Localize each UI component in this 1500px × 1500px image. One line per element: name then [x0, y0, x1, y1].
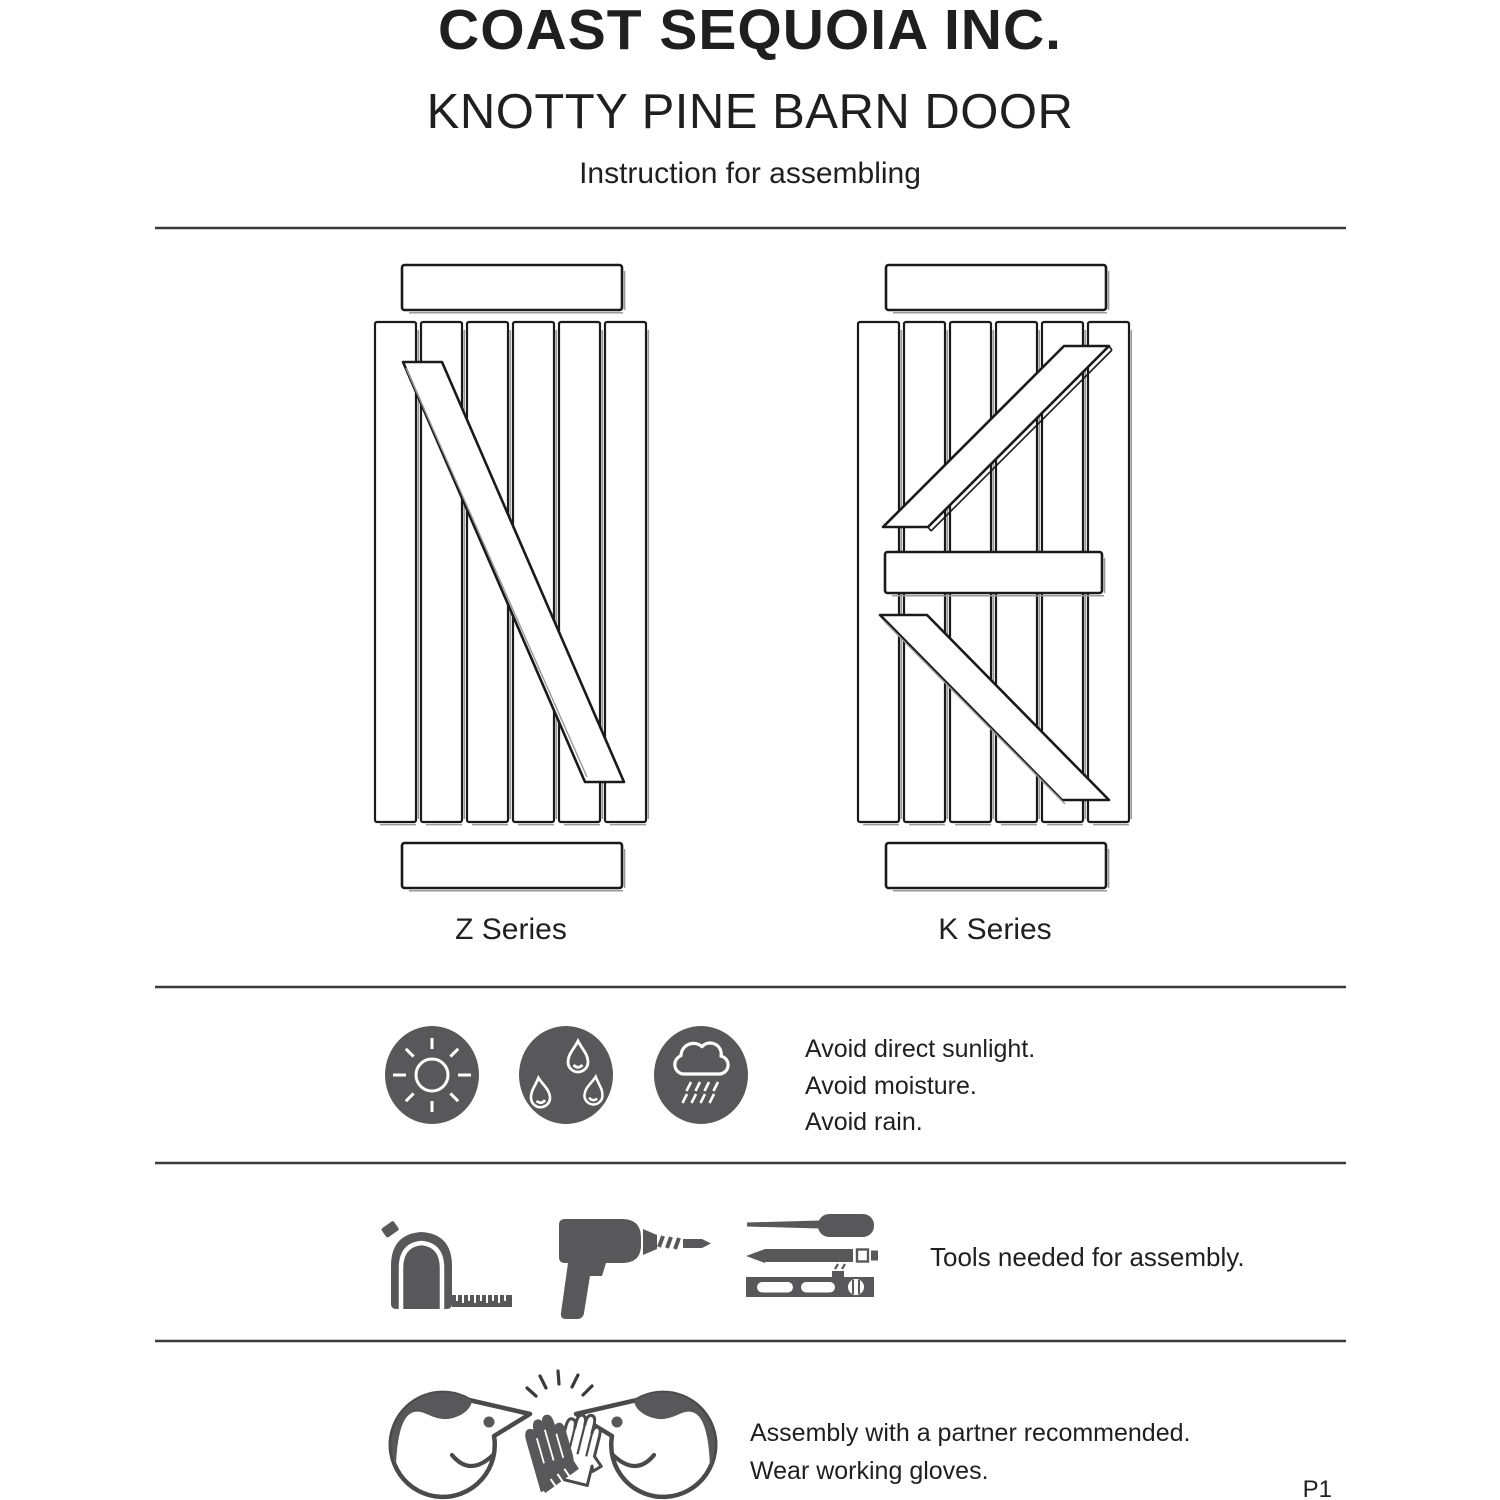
z-series-door-diagram	[375, 265, 648, 891]
partner-head-left	[391, 1392, 530, 1497]
care-line-sunlight: Avoid direct sunlight.	[805, 1035, 1036, 1063]
page-number: P1	[1302, 1476, 1332, 1500]
company-title: COAST SEQUOIA INC.	[438, 0, 1062, 62]
safety-instructions	[750, 1414, 1190, 1490]
k-door-top-rail	[886, 265, 1109, 313]
tools-caption: Tools needed for assembly.	[930, 1242, 1245, 1272]
care-line-rain: Avoid rain.	[805, 1108, 923, 1136]
rain-icon	[654, 1026, 748, 1124]
gloves-icon	[522, 1371, 613, 1494]
clap-sparkles	[527, 1371, 592, 1396]
section-dividers	[155, 228, 1346, 1341]
safety-line-partner: Assembly with a partner recommended.	[750, 1419, 1191, 1447]
product-title: KNOTTY PINE BARN DOOR	[426, 85, 1074, 139]
tape-measure-icon	[381, 1220, 512, 1309]
care-instructions	[805, 1031, 1035, 1141]
level-icon	[746, 1264, 874, 1297]
z-door-bottom-rail	[402, 843, 625, 891]
sun-icon	[385, 1026, 479, 1124]
screwdriver-icon	[747, 1214, 874, 1237]
k-series-label: K Series	[938, 913, 1052, 946]
moisture-icon	[519, 1026, 613, 1124]
z-door-top-rail	[402, 265, 625, 313]
k-door-bottom-rail	[886, 843, 1109, 891]
safety-line-gloves: Wear working gloves.	[750, 1457, 989, 1485]
sheet-subtitle: Instruction for assembling	[579, 157, 921, 190]
care-line-moisture: Avoid moisture.	[805, 1071, 977, 1100]
pencil-icon	[746, 1249, 878, 1263]
k-series-door-diagram	[858, 265, 1131, 891]
drill-icon	[559, 1219, 711, 1319]
k-door-middle-rail	[885, 552, 1105, 596]
z-series-label: Z Series	[455, 913, 567, 946]
